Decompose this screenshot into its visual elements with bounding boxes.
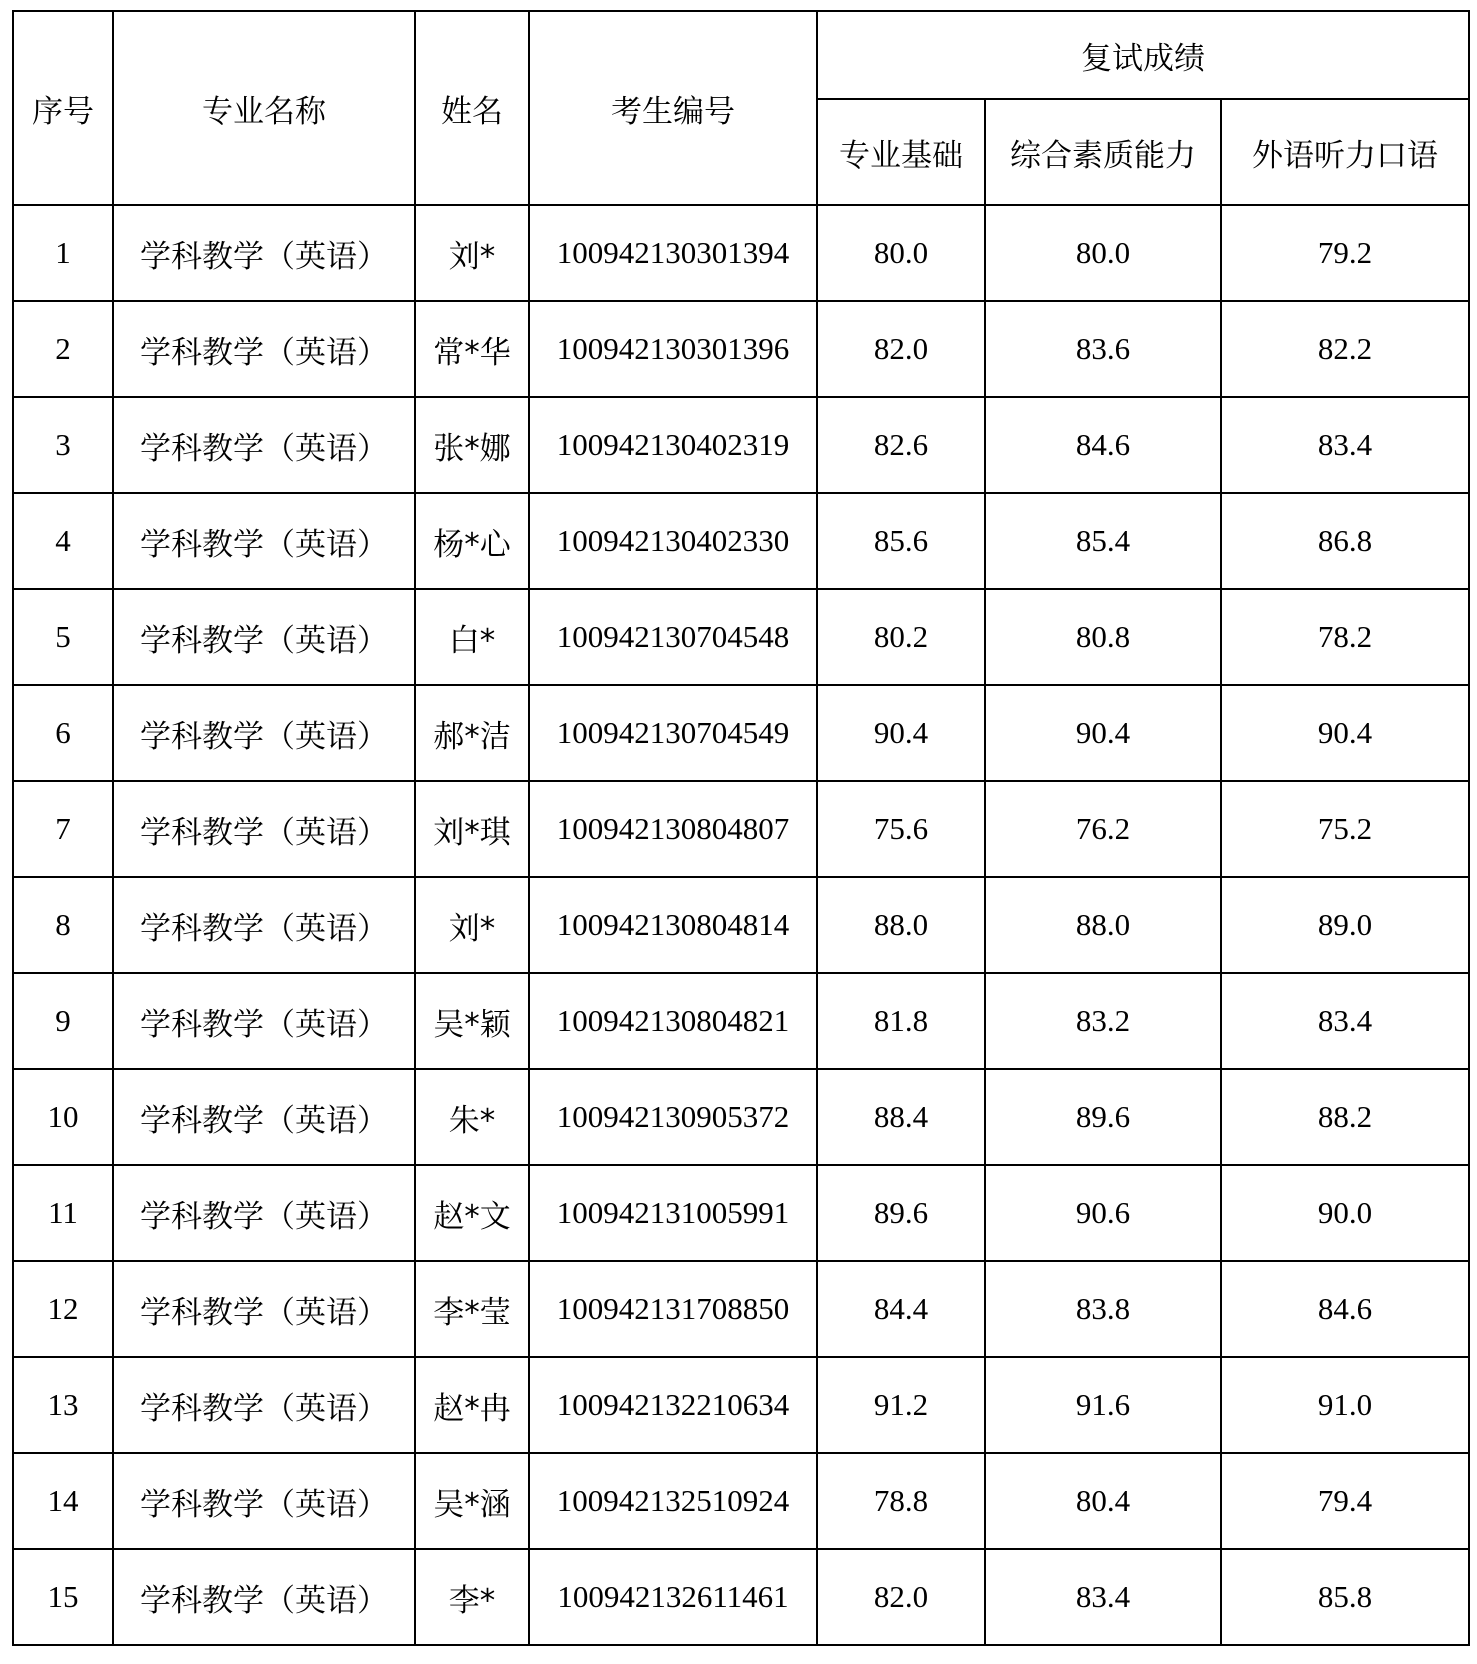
- cell-comprehensive-quality: 83.4: [985, 1549, 1221, 1645]
- header-row-top: [13, 11, 1469, 99]
- cell-major: 学科教学（英语）: [113, 205, 415, 301]
- cell-major: 学科教学（英语）: [113, 1069, 415, 1165]
- cell-comprehensive-quality: 90.4: [985, 685, 1221, 781]
- cell-professional-basics: 81.8: [817, 973, 985, 1069]
- table-row: [13, 685, 1469, 781]
- cell-foreign-language-oral: 82.2: [1221, 301, 1469, 397]
- cell-index: 8: [13, 877, 113, 973]
- cell-name: 白*: [415, 589, 529, 685]
- cell-foreign-language-oral: 86.8: [1221, 493, 1469, 589]
- table-row: [13, 1357, 1469, 1453]
- cell-name: 郝*洁: [415, 685, 529, 781]
- cell-foreign-language-oral: 78.2: [1221, 589, 1469, 685]
- cell-exam-id: 100942130804821: [529, 973, 817, 1069]
- cell-comprehensive-quality: 80.8: [985, 589, 1221, 685]
- table-row: [13, 1069, 1469, 1165]
- cell-exam-id: 100942131005991: [529, 1165, 817, 1261]
- header-exam-id: 考生编号: [529, 11, 817, 205]
- cell-exam-id: 100942130804807: [529, 781, 817, 877]
- cell-comprehensive-quality: 83.8: [985, 1261, 1221, 1357]
- cell-foreign-language-oral: 85.8: [1221, 1549, 1469, 1645]
- cell-foreign-language-oral: 90.4: [1221, 685, 1469, 781]
- cell-index: 13: [13, 1357, 113, 1453]
- cell-foreign-language-oral: 91.0: [1221, 1357, 1469, 1453]
- table-row: [13, 973, 1469, 1069]
- cell-exam-id: 100942130402319: [529, 397, 817, 493]
- cell-name: 朱*: [415, 1069, 529, 1165]
- cell-index: 1: [13, 205, 113, 301]
- cell-foreign-language-oral: 88.2: [1221, 1069, 1469, 1165]
- cell-name: 刘*: [415, 877, 529, 973]
- cell-index: 2: [13, 301, 113, 397]
- cell-comprehensive-quality: 83.6: [985, 301, 1221, 397]
- table-row: [13, 1453, 1469, 1549]
- cell-exam-id: 100942132210634: [529, 1357, 817, 1453]
- table-row: [13, 205, 1469, 301]
- table-row: [13, 397, 1469, 493]
- cell-foreign-language-oral: 83.4: [1221, 397, 1469, 493]
- cell-professional-basics: 90.4: [817, 685, 985, 781]
- cell-index: 15: [13, 1549, 113, 1645]
- cell-professional-basics: 82.0: [817, 301, 985, 397]
- cell-professional-basics: 91.2: [817, 1357, 985, 1453]
- cell-major: 学科教学（英语）: [113, 685, 415, 781]
- cell-foreign-language-oral: 89.0: [1221, 877, 1469, 973]
- cell-name: 李*莹: [415, 1261, 529, 1357]
- cell-exam-id: 100942130905372: [529, 1069, 817, 1165]
- cell-name: 张*娜: [415, 397, 529, 493]
- cell-index: 11: [13, 1165, 113, 1261]
- cell-professional-basics: 82.0: [817, 1549, 985, 1645]
- cell-comprehensive-quality: 85.4: [985, 493, 1221, 589]
- cell-professional-basics: 84.4: [817, 1261, 985, 1357]
- cell-index: 12: [13, 1261, 113, 1357]
- cell-major: 学科教学（英语）: [113, 1549, 415, 1645]
- cell-index: 10: [13, 1069, 113, 1165]
- header-retest-scores: 复试成绩: [817, 11, 1469, 99]
- cell-major: 学科教学（英语）: [113, 973, 415, 1069]
- table-row: [13, 1261, 1469, 1357]
- cell-major: 学科教学（英语）: [113, 589, 415, 685]
- cell-exam-id: 100942130402330: [529, 493, 817, 589]
- cell-foreign-language-oral: 79.4: [1221, 1453, 1469, 1549]
- cell-major: 学科教学（英语）: [113, 1453, 415, 1549]
- cell-exam-id: 100942130301396: [529, 301, 817, 397]
- cell-exam-id: 100942132510924: [529, 1453, 817, 1549]
- header-index: 序号: [13, 11, 113, 205]
- cell-professional-basics: 89.6: [817, 1165, 985, 1261]
- table-row: [13, 877, 1469, 973]
- cell-comprehensive-quality: 90.6: [985, 1165, 1221, 1261]
- table-row: [13, 589, 1469, 685]
- cell-exam-id: 100942130704548: [529, 589, 817, 685]
- cell-exam-id: 100942130804814: [529, 877, 817, 973]
- cell-major: 学科教学（英语）: [113, 493, 415, 589]
- table-row: [13, 301, 1469, 397]
- cell-exam-id: 100942131708850: [529, 1261, 817, 1357]
- cell-foreign-language-oral: 83.4: [1221, 973, 1469, 1069]
- score-table: [12, 10, 1470, 1646]
- header-name: 姓名: [415, 11, 529, 205]
- cell-index: 9: [13, 973, 113, 1069]
- cell-index: 6: [13, 685, 113, 781]
- cell-major: 学科教学（英语）: [113, 301, 415, 397]
- cell-comprehensive-quality: 89.6: [985, 1069, 1221, 1165]
- cell-name: 吴*颖: [415, 973, 529, 1069]
- cell-major: 学科教学（英语）: [113, 1261, 415, 1357]
- cell-professional-basics: 82.6: [817, 397, 985, 493]
- cell-name: 吴*涵: [415, 1453, 529, 1549]
- table-body: [13, 205, 1469, 1645]
- cell-major: 学科教学（英语）: [113, 1357, 415, 1453]
- table-row: [13, 1549, 1469, 1645]
- cell-comprehensive-quality: 83.2: [985, 973, 1221, 1069]
- cell-professional-basics: 88.0: [817, 877, 985, 973]
- cell-name: 刘*琪: [415, 781, 529, 877]
- header-comprehensive-quality: 综合素质能力: [985, 99, 1221, 205]
- cell-index: 14: [13, 1453, 113, 1549]
- cell-name: 赵*冉: [415, 1357, 529, 1453]
- cell-major: 学科教学（英语）: [113, 781, 415, 877]
- cell-professional-basics: 85.6: [817, 493, 985, 589]
- table-row: [13, 1165, 1469, 1261]
- header-foreign-language-oral: 外语听力口语: [1221, 99, 1469, 205]
- cell-exam-id: 100942130301394: [529, 205, 817, 301]
- cell-exam-id: 100942130704549: [529, 685, 817, 781]
- cell-foreign-language-oral: 75.2: [1221, 781, 1469, 877]
- cell-exam-id: 100942132611461: [529, 1549, 817, 1645]
- cell-name: 赵*文: [415, 1165, 529, 1261]
- cell-professional-basics: 75.6: [817, 781, 985, 877]
- table-row: [13, 493, 1469, 589]
- cell-name: 李*: [415, 1549, 529, 1645]
- cell-comprehensive-quality: 80.0: [985, 205, 1221, 301]
- cell-foreign-language-oral: 79.2: [1221, 205, 1469, 301]
- table-row: [13, 781, 1469, 877]
- cell-major: 学科教学（英语）: [113, 877, 415, 973]
- cell-major: 学科教学（英语）: [113, 1165, 415, 1261]
- cell-name: 常*华: [415, 301, 529, 397]
- cell-major: 学科教学（英语）: [113, 397, 415, 493]
- cell-index: 3: [13, 397, 113, 493]
- cell-professional-basics: 80.2: [817, 589, 985, 685]
- cell-index: 7: [13, 781, 113, 877]
- cell-professional-basics: 88.4: [817, 1069, 985, 1165]
- cell-foreign-language-oral: 90.0: [1221, 1165, 1469, 1261]
- cell-name: 杨*心: [415, 493, 529, 589]
- cell-professional-basics: 80.0: [817, 205, 985, 301]
- cell-index: 4: [13, 493, 113, 589]
- cell-comprehensive-quality: 91.6: [985, 1357, 1221, 1453]
- cell-index: 5: [13, 589, 113, 685]
- cell-comprehensive-quality: 76.2: [985, 781, 1221, 877]
- cell-comprehensive-quality: 80.4: [985, 1453, 1221, 1549]
- header-professional-basics: 专业基础: [817, 99, 985, 205]
- cell-comprehensive-quality: 84.6: [985, 397, 1221, 493]
- cell-name: 刘*: [415, 205, 529, 301]
- cell-professional-basics: 78.8: [817, 1453, 985, 1549]
- cell-foreign-language-oral: 84.6: [1221, 1261, 1469, 1357]
- cell-comprehensive-quality: 88.0: [985, 877, 1221, 973]
- header-major: 专业名称: [113, 11, 415, 205]
